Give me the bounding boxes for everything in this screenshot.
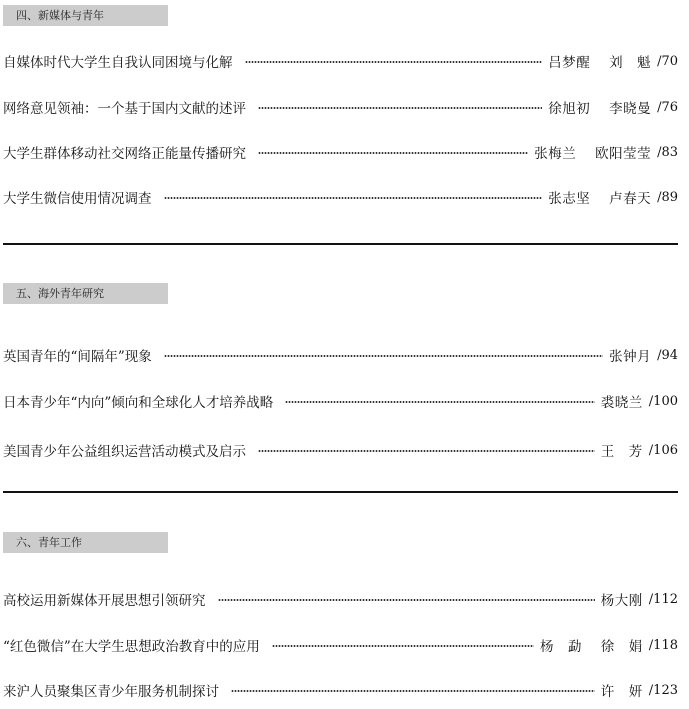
entry-authors: 吕梦醒 刘 魁 — [548, 55, 652, 71]
toc-entry[interactable] — [3, 50, 678, 72]
toc-entry[interactable] — [3, 588, 678, 610]
entry-title: 自媒体时代大学生自我认同困境与化解 — [3, 55, 233, 71]
dot-leader — [258, 450, 595, 452]
entry-page: /112 — [648, 591, 678, 607]
entry-page: /118 — [648, 637, 678, 653]
dot-leader — [218, 599, 595, 601]
entry-authors: 许 妍 — [600, 684, 643, 700]
entry-authors: 张志坚 卢春天 — [548, 191, 652, 207]
entry-title: 英国青年的“间隔年”现象 — [3, 349, 152, 365]
toc-entry[interactable] — [3, 344, 678, 366]
section-divider — [3, 491, 678, 493]
entry-authors: 王 芳 — [600, 444, 643, 460]
section-header-6: 六、青年工作 — [3, 532, 168, 553]
toc-entry[interactable] — [3, 186, 678, 208]
dot-leader — [272, 645, 534, 647]
dot-leader — [245, 61, 543, 63]
entry-title: 大学生微信使用情况调查 — [3, 191, 152, 207]
entry-title: 美国青少年公益组织运营活动模式及启示 — [3, 444, 246, 460]
section-divider — [3, 243, 678, 245]
entry-authors: 张钟月 — [609, 349, 652, 365]
toc-entry[interactable] — [3, 679, 678, 701]
entry-authors: 张梅兰 欧阳莹莹 — [534, 146, 652, 162]
dot-leader — [258, 107, 542, 109]
entry-page: /100 — [648, 393, 678, 409]
entry-page: /70 — [657, 53, 678, 69]
entry-title: 大学生群体移动社交网络正能量传播研究 — [3, 146, 246, 162]
entry-page: /83 — [657, 144, 678, 160]
entry-authors: 杨大刚 — [600, 593, 643, 609]
dot-leader — [285, 401, 594, 403]
dot-leader — [231, 690, 595, 692]
dot-leader — [258, 152, 528, 154]
section-header-5: 五、海外青年研究 — [3, 283, 168, 304]
entry-title: 网络意见领袖：一个基于国内文献的述评 — [3, 101, 246, 117]
toc-entry[interactable] — [3, 141, 678, 163]
entry-page: /123 — [648, 682, 678, 698]
entry-authors: 裘晓兰 — [600, 395, 643, 411]
entry-authors: 杨 勐 徐 娟 — [540, 639, 643, 655]
entry-title: 来沪人员聚集区青少年服务机制探讨 — [3, 684, 219, 700]
entry-page: /89 — [657, 189, 678, 205]
entry-authors: 徐旭初 李晓曼 — [548, 101, 652, 117]
entry-title: 日本青少年“内向”倾向和全球化人才培养战略 — [3, 395, 274, 411]
entry-page: /94 — [657, 347, 678, 363]
entry-page: /106 — [648, 442, 678, 458]
entry-title: “红色微信”在大学生思想政治教育中的应用 — [3, 639, 260, 655]
toc-entry[interactable] — [3, 634, 678, 656]
toc-entry[interactable] — [3, 96, 678, 118]
toc-entry[interactable] — [3, 390, 678, 412]
toc-entry[interactable] — [3, 439, 678, 461]
entry-title: 高校运用新媒体开展思想引领研究 — [3, 593, 206, 609]
section-header-4: 四、新媒体与青年 — [3, 5, 168, 26]
entry-page: /76 — [657, 99, 678, 115]
dot-leader — [164, 355, 603, 357]
dot-leader — [164, 197, 543, 199]
